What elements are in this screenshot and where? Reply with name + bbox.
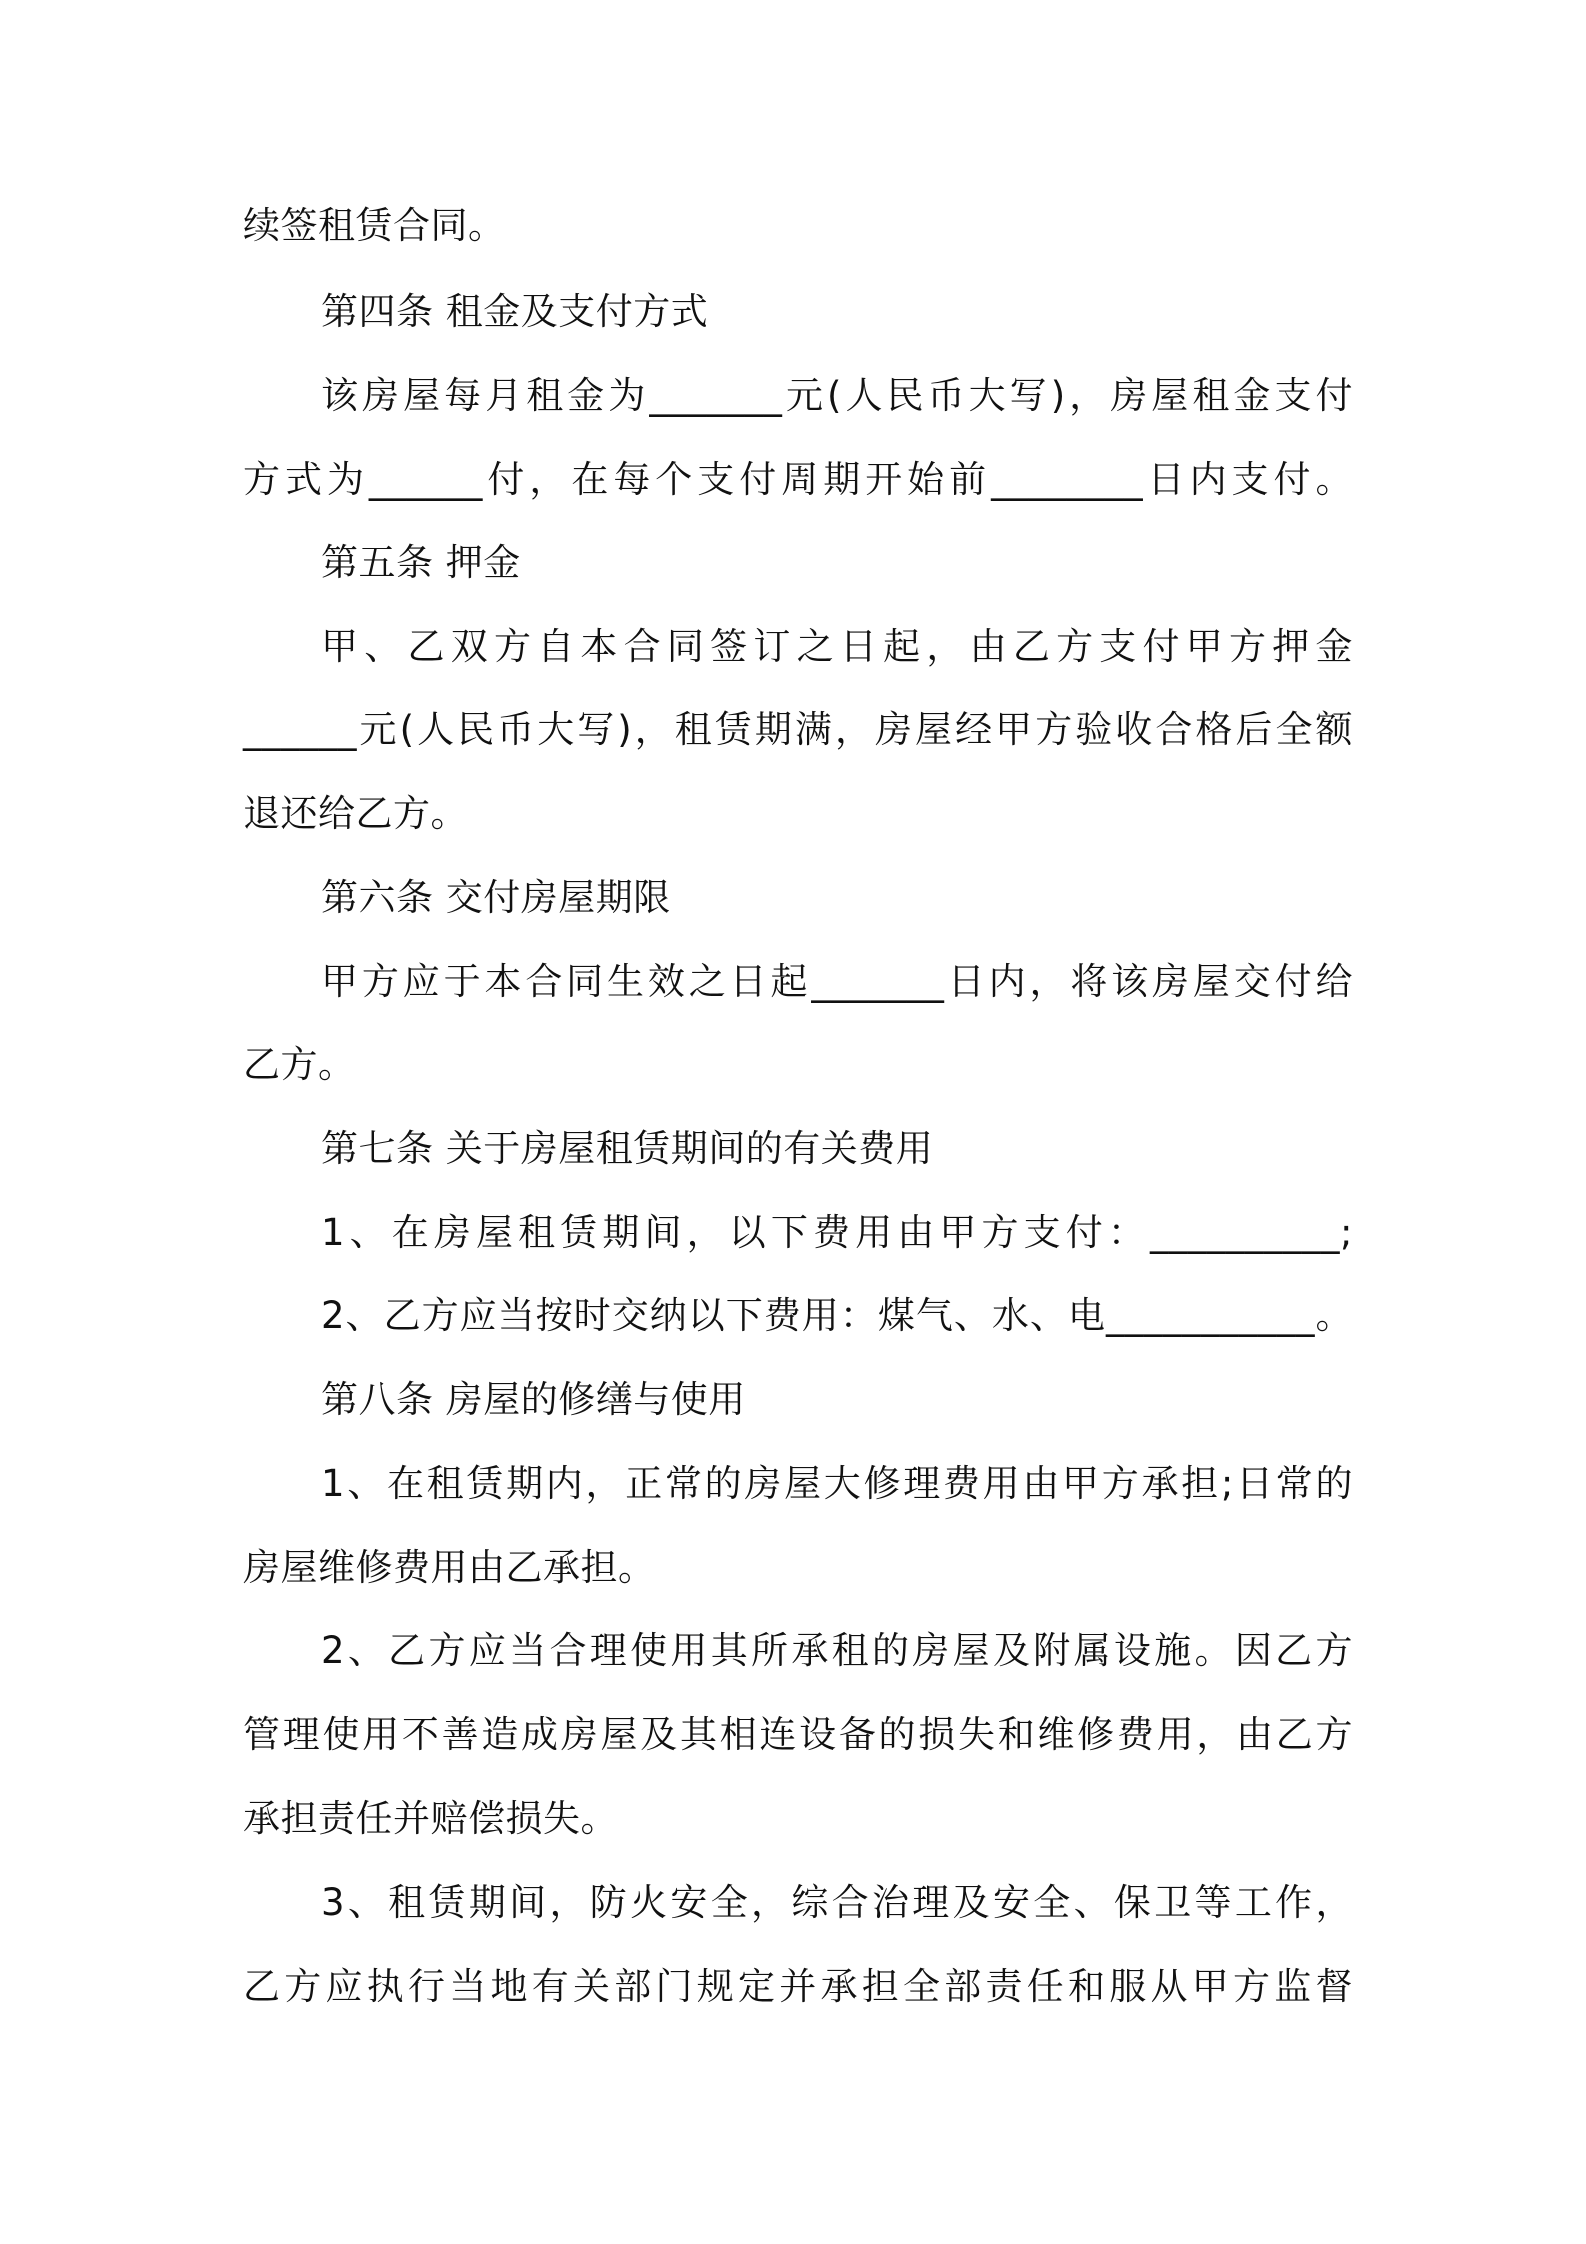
article-8-item-2-line-2: 管理使用不善造成房屋及其相连设备的损失和维修费用，由乙方 [243,1713,1353,1756]
article-8-item-1-line-1: 1、在租赁期内，正常的房屋大修理费用由甲方承担;日常的 [321,1462,1353,1505]
article-8-item-2-line-1: 2、乙方应当合理使用其所承租的房屋及附属设施。因乙方 [321,1629,1353,1672]
article-6-paragraph-line-2: 乙方。 [243,1043,356,1086]
article-4-paragraph-line-1: 该房屋每月租金为_______元(人民币大写)，房屋租金支付 [321,374,1353,417]
article-5-paragraph-line-3: 退还给乙方。 [243,792,468,835]
text-line-continuation: 续签租赁合同。 [243,204,506,247]
article-8-item-1-line-2: 房屋维修费用由乙承担。 [243,1546,656,1589]
article-8-item-3-line-1: 3、租赁期间，防火安全，综合治理及安全、保卫等工作， [321,1881,1353,1924]
article-4-heading: 第四条 租金及支付方式 [321,290,709,333]
article-4-paragraph-line-2: 方式为______付，在每个支付周期开始前________日内支付。 [243,458,1353,501]
article-7-heading: 第七条 关于房屋租赁期间的有关费用 [321,1127,934,1170]
article-7-item-1: 1、在房屋租赁期间，以下费用由甲方支付：__________; [321,1211,1353,1254]
article-8-item-3-line-2: 乙方应执行当地有关部门规定并承担全部责任和服从甲方监督 [243,1965,1353,2008]
article-6-heading: 第六条 交付房屋期限 [321,876,671,919]
article-5-paragraph-line-1: 甲、乙双方自本合同签订之日起，由乙方支付甲方押金 [321,625,1353,668]
article-8-heading: 第八条 房屋的修缮与使用 [321,1378,746,1421]
article-6-paragraph-line-1: 甲方应于本合同生效之日起_______日内，将该房屋交付给 [321,960,1353,1003]
article-5-paragraph-line-2: ______元(人民币大写)，租赁期满，房屋经甲方验收合格后全额 [243,708,1353,751]
article-8-item-2-line-3: 承担责任并赔偿损失。 [243,1797,618,1840]
article-7-item-2: 2、乙方应当按时交纳以下费用：煤气、水、电___________。 [321,1294,1353,1337]
article-5-heading: 第五条 押金 [321,541,521,584]
